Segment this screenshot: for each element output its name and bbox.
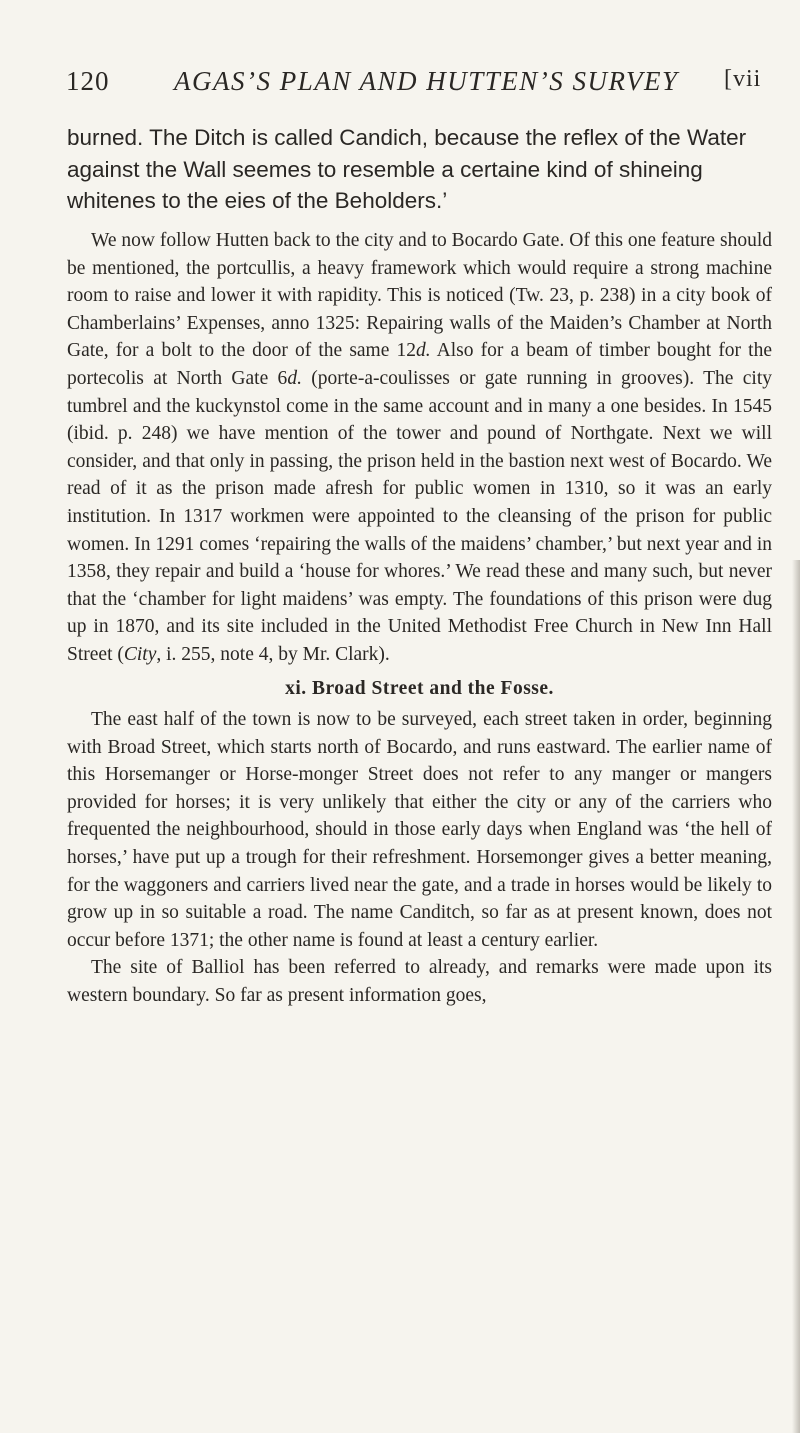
running-title: AGAS’S PLAN AND HUTTEN’S SURVEY bbox=[174, 66, 679, 96]
section-signature: [vii bbox=[724, 66, 762, 92]
page-number: 120 bbox=[66, 66, 110, 96]
page-edge-shadow bbox=[792, 560, 800, 1433]
paragraph-broad-street: The east half of the town is now to be surveyed, each street taken in order, beginning with Broad Street, which starts north of Bocardo, and runs eastward. The earlier name of this Horsemanger or Horse-monger Street does not refer to any manger or mangers provided for horses; it is very unlikely that either the city or any of the carriers who frequented the neighbourhood, should in those early days when England was ‘the hell of horses,’ have put up a trough for their refreshment. Horsemonger gives a better meaning, for the waggoners and carriers lived near the gate, and a trade in horses would be likely to grow up in so suitable a road. The name Canditch, so far as at present known, does not occur before 1371; the other name is found at least a century earlier. bbox=[67, 709, 772, 951]
section-heading: xi. Broad Street and the Fosse. bbox=[285, 677, 554, 699]
body-text bbox=[67, 227, 772, 1010]
paragraph-balliol: The site of Balliol has been referred to already, and remarks were made upon its western boundary. So far as present information goes, bbox=[67, 957, 772, 1007]
running-header bbox=[66, 66, 766, 106]
opening-paragraph: burned. The Ditch is called Candich, because the reflex of the Water against the Wall seemes to resemble a certaine kind of shineing whitenes to the eies of the Beholders.’ bbox=[67, 125, 747, 213]
paragraph-bocardo: We now follow Hutten back to the city and to Bocardo Gate. Of this one feature should be mentioned, the portcullis, a heavy framework which would require a strong machine room to raise and lower it with rapidity. This is noticed (Tw. 23, p. 238) in a city book of Chamberlains’ Expenses, anno 1325: Repairing walls of the Maiden’s Chamber at North Gate, for a bolt to the door of the same 12d. Also for a beam of timber bought for the portecolis at North Gate 6d. (porte-a-coulisses or gate running in grooves). The city tumbrel and the kuckynstol come in the same account and in many a one besides. In 1545 (ibid. p. 248) we have mention of the tower and pound of Northgate. Next we will consider, and that only in passing, the prison held in the bastion next west of Bocardo. We read of it as the prison made afresh for public women in 1310, so it was an early institution. In 1317 workmen were appointed to the cleansing of the prison for public women. In 1291 comes ‘repairing the walls of the maidens’ chamber,’ but next year and in 1358, they repair and build a ‘house for whores.’ We read these and many such, but never that the ‘chamber for light maidens’ was empty. The foundations of this prison were dug up in 1870, and its site included in the United Methodist Free Church in New Inn Hall Street (City, i. 255, note 4, by Mr. Clark). bbox=[67, 230, 772, 665]
